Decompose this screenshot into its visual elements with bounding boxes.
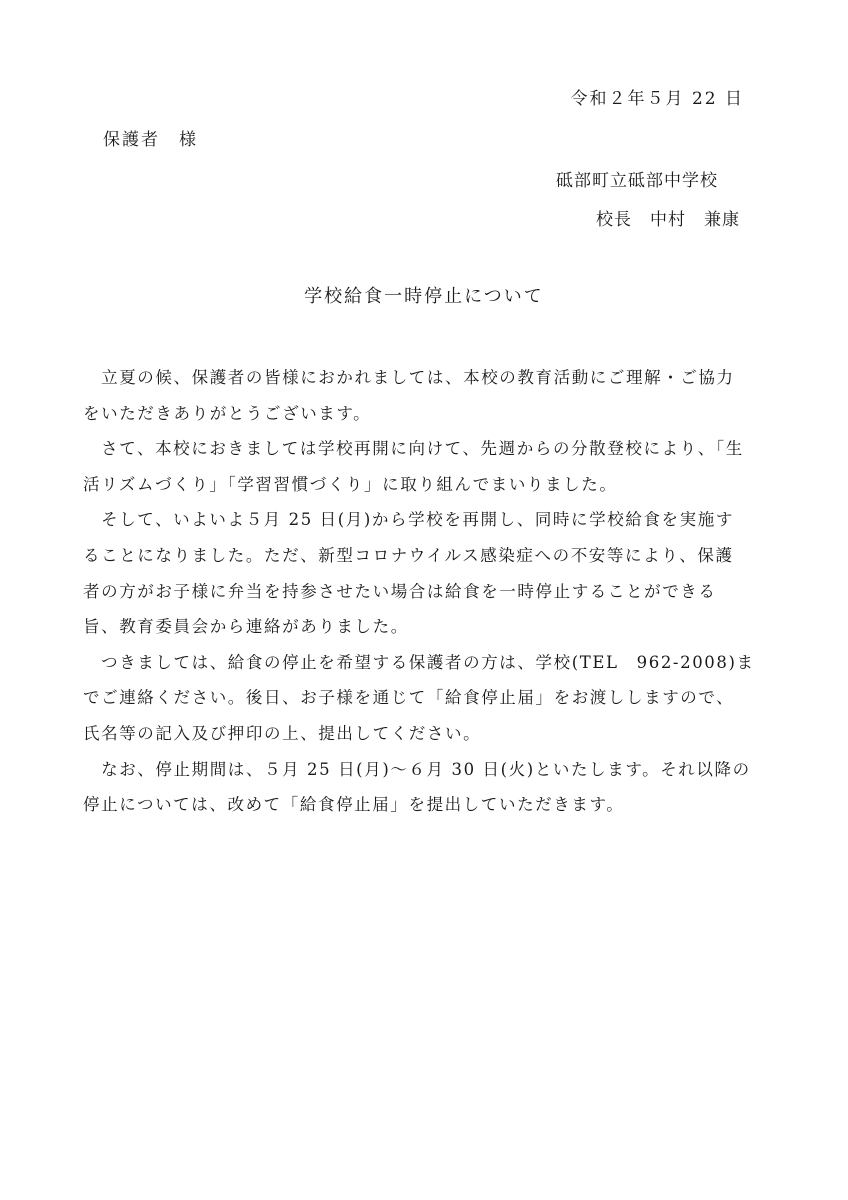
document-date: 令和２年５月 22 日 — [570, 89, 744, 109]
body-line: なお、停止期間は、５月 25 日(月)～６月 30 日(火)といたします。それ以降の — [83, 759, 751, 779]
addressee: 保護者 様 — [103, 130, 198, 150]
body-line: でご連絡ください。後日、お子様を通じて「給食停止届」をお渡ししますので、 — [83, 688, 735, 708]
body-line: 停止については、改めて「給食停止届」を提出していただきます。 — [83, 795, 625, 815]
body-line: 者の方がお子様に弁当を持参させたい場合は給食を一時停止することができる — [83, 581, 717, 601]
body-line: さて、本校におきましては学校再開に向けて、先週からの分散登校により、「生 — [83, 439, 744, 459]
body-line: つきましては、給食の停止を希望する保護者の方は、学校(TEL 962-2008)ま — [83, 652, 755, 672]
document-body — [83, 360, 773, 823]
principal-name: 校長 中村 兼康 — [596, 210, 740, 230]
body-line: 活リズムづくり」「学習習慣づくり」に取り組んでまいりました。 — [83, 474, 618, 494]
document-title: 学校給食一時停止について — [304, 286, 544, 307]
body-line: ることになりました。ただ、新型コロナウイルス感染症への不安等により、保護 — [83, 545, 734, 565]
school-name: 砥部町立砥部中学校 — [556, 171, 718, 191]
body-line: 立夏の候、保護者の皆様におかれましては、本校の教育活動にご理解・ご協力 — [83, 368, 735, 387]
body-line: 旨、教育委員会から連絡がありました。 — [83, 617, 409, 637]
body-line: 氏名等の記入及び押印の上、提出してください。 — [83, 723, 482, 743]
body-line: そして、いよいよ５月 25 日(月)から学校を再開し、同時に学校給食を実施す — [83, 510, 734, 530]
body-line: をいただきありがとうございます。 — [83, 403, 372, 423]
